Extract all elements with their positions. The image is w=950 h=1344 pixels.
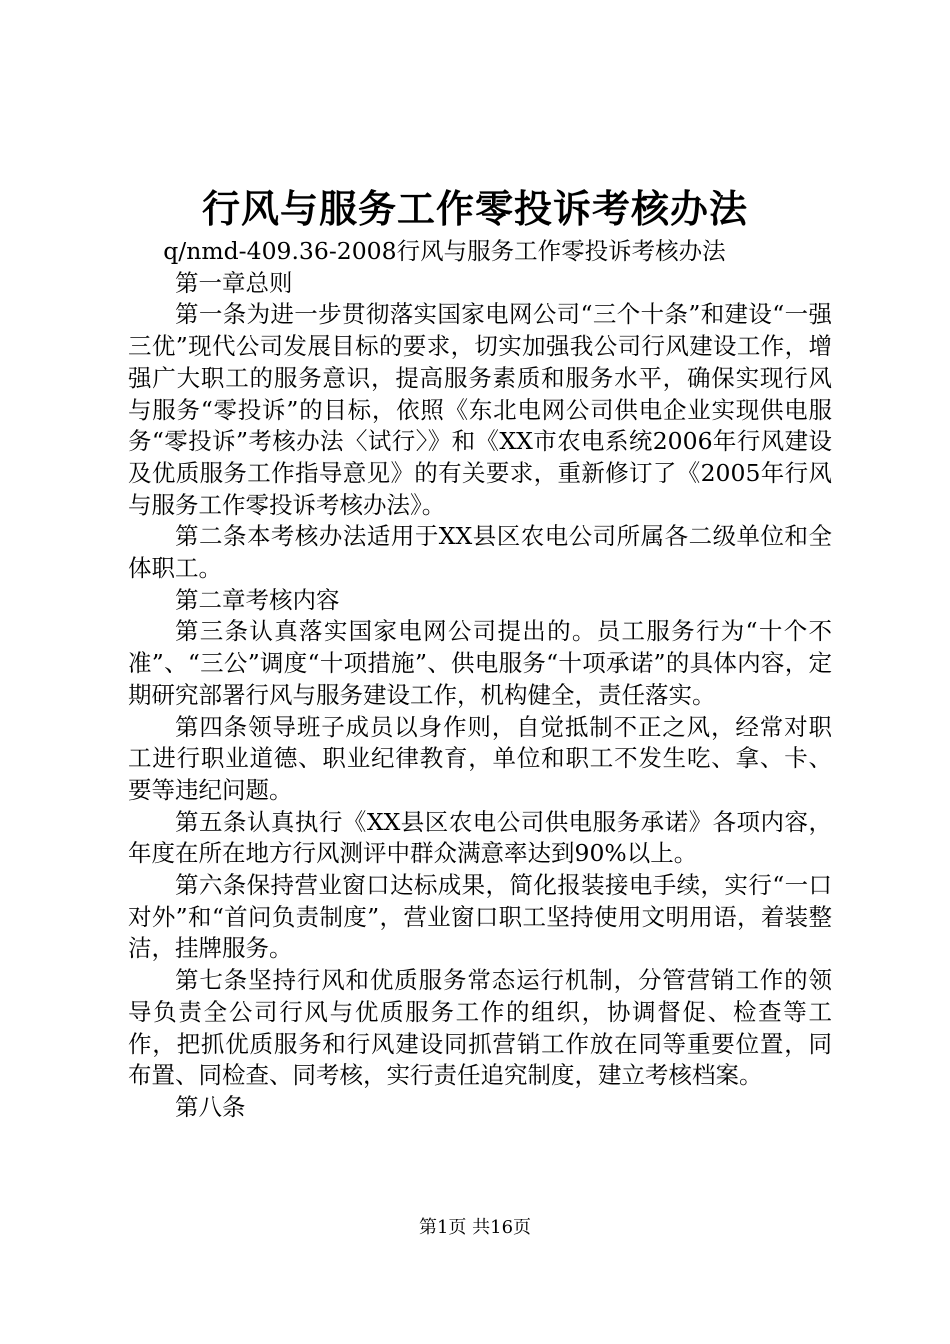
chapter-heading: 第一章总则 [175, 268, 293, 297]
document-body [128, 236, 832, 1124]
document-code-line: q/nmd-409.36-2008行风与服务工作零投诉考核办法 [163, 237, 726, 265]
article-paragraph: 第一条为进一步贯彻落实国家电网公司“三个十条”和建设“一强三优”现代公司发展目标的要求，切实加强我公司行风建设工作，增强广大职工的服务意识，提高服务素质和服务水平，确保实现行风与服务“零投诉”的目标，依照《东北电网公司供电企业实现供电服务“零投诉”考核办法〈试行〉》和《XX市农电系统2006年行风建设及优质服务工作指导意见》的有关要求，重新修订了《2005年行风与服务工作零投诉考核办法》。 [128, 300, 832, 519]
article-paragraph: 第三条认真落实国家电网公司提出的。员工服务行为“十个不准”、“三公”调度“十项措施”、供电服务“十项承诺”的具体内容，定期研究部署行风与服务建设工作，机构健全，责任落实。 [128, 617, 832, 709]
article-paragraph: 第四条领导班子成员以身作则，自觉抵制不正之风，经常对职工进行职业道德、职业纪律教育，单位和职工不发生吃、拿、卡、要等违纪问题。 [128, 712, 832, 804]
chapter-heading: 第二章考核内容 [175, 585, 340, 614]
article-paragraph: 第七条坚持行风和优质服务常态运行机制，分管营销工作的领导负责全公司行风与优质服务工作的组织，协调督促、检查等工作，把抓优质服务和行风建设同抓营销工作放在同等重要位置，同布置、同检查、同考核，实行责任追究制度，建立考核档案。 [128, 966, 832, 1090]
article-paragraph: 第五条认真执行《XX县区农电公司供电服务承诺》各项内容，年度在所在地方行风测评中群众满意率达到90%以上。 [128, 807, 832, 868]
article-paragraph: 第二条本考核办法适用于XX县区农电公司所属各二级单位和全体职工。 [128, 522, 832, 583]
page-title: 行风与服务工作零投诉考核办法 [201, 186, 748, 231]
page-number: 第1页 共16页 [418, 1217, 532, 1238]
article-paragraph: 第六条保持营业窗口达标成果，简化报装接电手续，实行“一口对外”和“首问负责制度”，营业窗口职工坚持使用文明用语，着装整洁，挂牌服务。 [128, 871, 832, 963]
article-paragraph: 第八条 [175, 1092, 246, 1121]
